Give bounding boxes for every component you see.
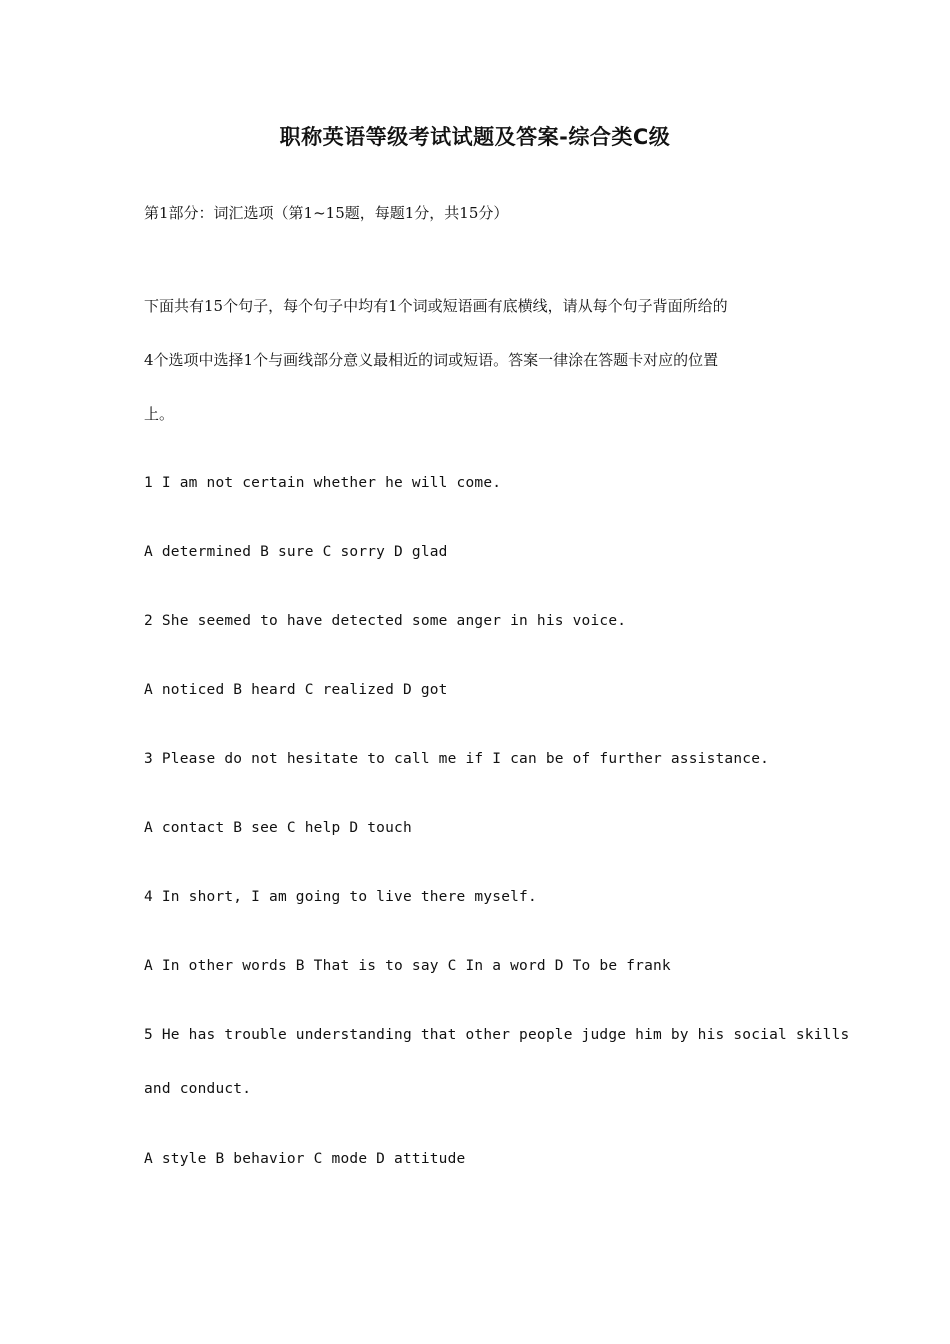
instructions-line-3: 上。 — [144, 405, 175, 423]
document-title: 职称英语等级考试试题及答案-综合类C级 — [279, 125, 671, 149]
question-3-options: A contact B see C help D touch — [144, 820, 412, 836]
question-5-line-1: 5 He has trouble understanding that other people judge him by his social skills — [144, 1027, 850, 1043]
question-3: 3 Please do not hesitate to call me if I can be of further assistance. — [144, 751, 770, 767]
question-5-options: A style B behavior C mode D attitude — [144, 1151, 466, 1167]
instructions-line-1: 下面共有15个句子，每个句子中均有1个词或短语画有底横线，请从每个句子背面所给的 — [144, 297, 728, 315]
question-2: 2 She seemed to have detected some anger in his voice. — [144, 613, 627, 629]
question-1: 1 I am not certain whether he will come. — [144, 475, 502, 491]
question-4-options: A In other words B That is to say C In a word D To be frank — [144, 958, 671, 974]
question-1-options: A determined B sure C sorry D glad — [144, 544, 448, 560]
question-2-options: A noticed B heard C realized D got — [144, 682, 448, 698]
question-5-line-2: and conduct. — [144, 1081, 252, 1097]
section-heading: 第1部分：词汇选项（第1~15题，每题1分，共15分） — [144, 204, 509, 222]
question-4: 4 In short, I am going to live there myself. — [144, 889, 537, 905]
instructions-line-2: 4个选项中选择1个与画线部分意义最相近的词或短语。答案一律涂在答题卡对应的位置 — [144, 351, 719, 369]
